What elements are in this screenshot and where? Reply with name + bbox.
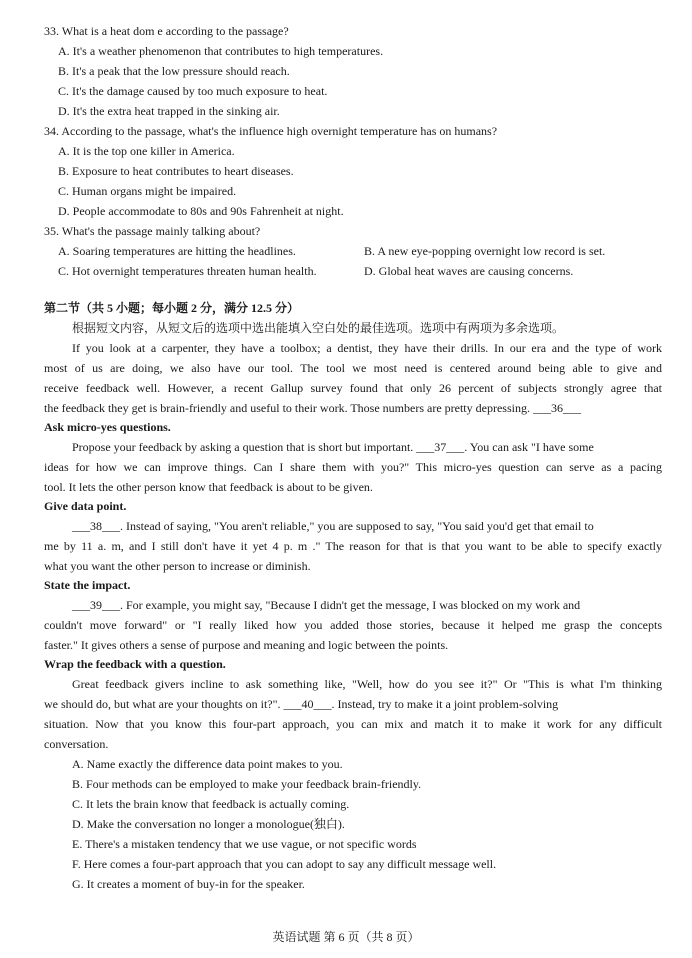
heading-give-data-point: Give data point. [44,499,127,513]
para4-line1-text: . For example, you might say, "Because I didn't get the message, I was blocked on my work and [120,598,581,612]
question-35-option-c: C. Hot overnight temperatures threaten human health. [58,264,317,278]
para2-line1-text: Propose your feedback by asking a question that is short but important. [72,440,414,454]
blank-38: ___38___ [72,519,120,533]
question-34-option-a: A. It is the top one killer in America. [58,144,235,158]
para4-line1 [72,598,580,612]
question-34-option-c: C. Human organs might be impaired. [58,184,237,198]
blank-36: ___36___ [532,401,581,415]
para1-line2: most of us are doing, we also have our tool. The tool we most need is centered around being able to give and [44,361,662,375]
para5-line2-text: we should do, but what are your thoughts on it?". [44,697,281,711]
para2-line1-tail: . You can ask "I have some [464,440,594,454]
heading-state-the-impact: State the impact. [44,578,131,592]
question-34-stem: 34. According to the passage, what's the influence high overnight temperature has on humans? [44,124,498,138]
para1-line1: If you look at a carpenter, they have a toolbox; a dentist, they have their drills. In our era and the type of work [72,341,662,355]
question-33-option-b: B. It's a peak that the low pressure should reach. [58,64,290,78]
para5-line3: situation. Now that you know this four-part approach, you can mix and match it to make it work for any difficult [44,717,662,731]
blank-37: ___37___ [416,440,465,454]
para1-line4-text: the feedback they get is brain-friendly and useful to their work. Those numbers are pretty depressing. [44,401,530,415]
question-34-option-b: B. Exposure to heat contributes to heart diseases. [58,164,294,178]
question-35-option-d: D. Global heat waves are causing concerns. [364,264,574,278]
heading-wrap-feedback: Wrap the feedback with a question. [44,657,226,671]
para4-line2: couldn't move forward" or "I really liked how you added those stories, because it helped me grasp the concepts [44,618,662,632]
para1-line3: receive feedback well. However, a recent Gallup survey found that only 26 percent of subjects strongly agree that [44,381,662,395]
choice-a: A. Name exactly the difference data point makes to you. [72,757,343,771]
para3-line1 [72,519,594,533]
page-footer: 英语试题 第 6 页（共 8 页） [272,930,420,944]
choice-d: D. Make the conversation no longer a monologue(独白). [72,817,345,831]
para5-line1: Great feedback givers incline to ask something like, "Well, how do you see it?" Or "This is what I'm thinking [72,677,662,691]
para3-line3: what you want the other person to increase or diminish. [44,559,311,573]
blank-39: ___39___ [72,598,120,612]
section-instruction: 根据短文内容，从短文后的选项中选出能填入空白处的最佳选项。选项中有两项为多余选项。 [72,321,565,335]
question-33-option-d: D. It's the extra heat trapped in the sinking air. [58,104,280,118]
section-title: 第二节（共 5 小题；每小题 2 分，满分 12.5 分） [44,301,300,315]
para3-line1-text: . Instead of saying, "You aren't reliable," you are supposed to say, "You said you'd get that email to [120,519,594,533]
para1-line4 [44,401,581,415]
para3-line2: me by 11 a. m, and I still don't have it yet 4 p. m ." The reason for that is that you want to be able to specify exactly [44,539,662,553]
choice-c: C. It lets the brain know that feedback is actually coming. [72,797,350,811]
choice-e: E. There's a mistaken tendency that we use vague, or not specific words [72,837,417,851]
question-33-option-c: C. It's the damage caused by too much exposure to heat. [58,84,328,98]
choice-f: F. Here comes a four-part approach that you can adopt to say any difficult message well. [72,857,497,871]
blank-40: ___40___ [283,697,332,711]
question-33-option-a: A. It's a weather phenomenon that contributes to high temperatures. [58,44,384,58]
para2-line2: ideas for how we can improve things. Can I share them with you?" This micro-yes question can serve as a pacing [44,460,662,474]
question-34-option-d: D. People accommodate to 80s and 90s Fahrenheit at night. [58,204,344,218]
question-35-option-a: A. Soaring temperatures are hitting the headlines. [58,244,296,258]
question-35-option-b: B. A new eye-popping overnight low record is set. [364,244,606,258]
choice-g: G. It creates a moment of buy-in for the speaker. [72,877,305,891]
para5-line4: conversation. [44,737,109,751]
para4-line3: faster." It gives others a sense of purpose and meaning and logic between the points. [44,638,449,652]
para5-line2 [44,697,558,711]
question-33-stem: 33. What is a heat dom e according to the passage? [44,24,289,38]
para5-line2-tail: . Instead, try to make it a joint problem-solving [331,697,559,711]
choice-b: B. Four methods can be employed to make your feedback brain-friendly. [72,777,422,791]
question-35-stem: 35. What's the passage mainly talking about? [44,224,261,238]
heading-ask-micro-yes: Ask micro-yes questions. [44,420,171,434]
para2-line1 [72,440,594,454]
para2-line3: tool. It lets the other person know that feedback is about to be given. [44,480,373,494]
